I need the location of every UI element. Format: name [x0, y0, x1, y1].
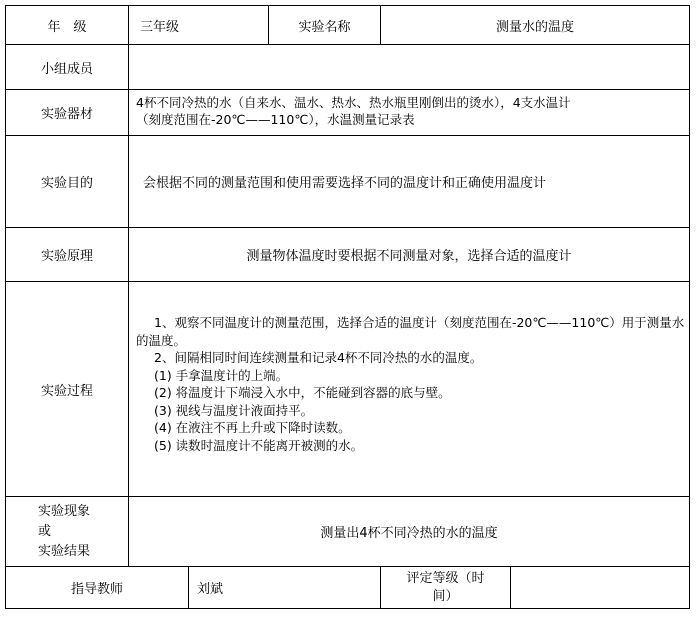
experiment-name-value: 测量水的温度: [495, 19, 574, 35]
process-substep-2: (2) 将温度计下端浸入水中，不能碰到容器的底与壁。: [154, 385, 451, 400]
process-substep-1: (1) 手拿温度计的上端。: [154, 367, 289, 383]
teacher-label: 指导教师: [70, 582, 123, 597]
principle-label: 实验原理: [40, 249, 93, 264]
rating-label: [381, 567, 510, 608]
result-label-line-3: 实验结果: [38, 543, 91, 559]
grade-label: 年 级: [47, 19, 87, 35]
process-step-2: 2、间隔相同时间连续测量和记录4杯不同冷热的水的温度。: [154, 350, 483, 365]
result-value: 测量出4杯不同冷热的水的温度: [320, 526, 498, 541]
result-label-line-2: 或: [38, 523, 52, 539]
process-step-1: 1、观察不同温度计的测量范围，选择合适的温度计（刻度范围在-20℃——110℃）用于测量水的温度。: [136, 315, 685, 348]
materials-label: 实验器材: [40, 107, 93, 122]
materials-line-2: （刻度范围在-20℃——110℃），水温测量记录表: [136, 112, 415, 127]
rating-label-line-2: 间）: [432, 588, 459, 604]
result-label-line-1: 实验现象: [38, 503, 91, 519]
process-label: 实验过程: [40, 383, 93, 399]
result-label: [38, 497, 128, 566]
rating-value: [511, 567, 689, 608]
principle-value: 测量物体温度时要根据不同测量对象，选择合适的温度计: [246, 249, 572, 264]
materials-value: [136, 94, 688, 128]
members-label: 小组成员: [40, 61, 93, 77]
process-substep-4: (4) 在液注不再上升或下降时读数。: [154, 420, 351, 435]
experiment-name-label: 实验名称: [298, 19, 351, 35]
process-steps: [136, 314, 688, 454]
members-value: [129, 45, 689, 89]
purpose-value: 会根据不同的测量范围和使用需要选择不同的温度计和正确使用温度计: [143, 176, 547, 191]
teacher-value: 刘斌: [197, 582, 224, 597]
process-substep-5: (5) 读数时温度计不能离开被测的水。: [154, 437, 364, 453]
grade-value: 三年级: [140, 19, 180, 35]
purpose-label: 实验目的: [40, 176, 93, 191]
process-substep-3: (3) 视线与温度计液面持平。: [154, 402, 314, 418]
materials-line-1: 4杯不同冷热的水（自来水、温水、热水、热水瓶里刚倒出的烫水），4支水温计: [136, 95, 571, 110]
rating-label-line-1: 评定等级（时: [406, 570, 485, 586]
